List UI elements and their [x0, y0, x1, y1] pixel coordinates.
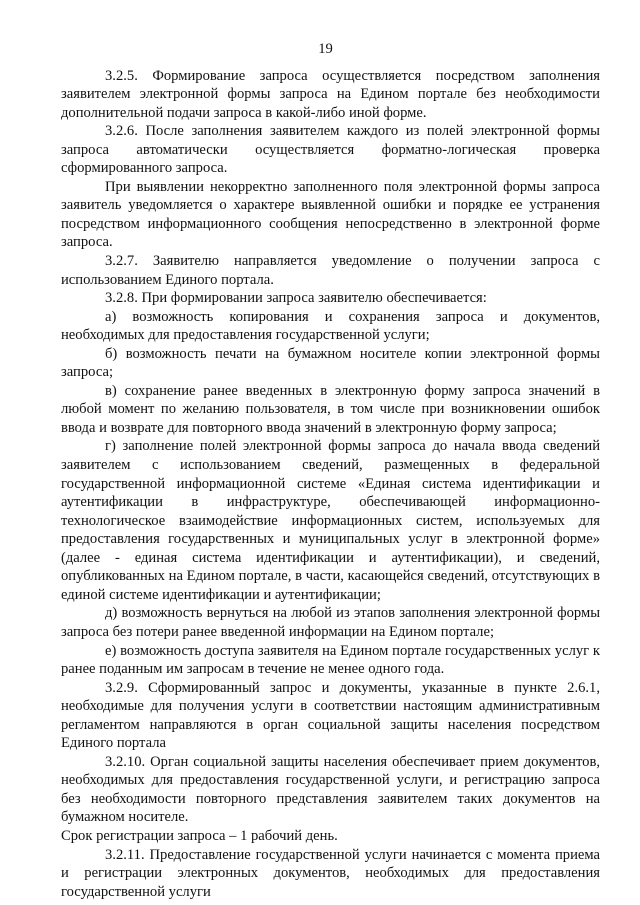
- paragraph: 3.2.10. Орган социальной защиты населения обеспечивает прием документов, необходимых для предоставления государственной услуги, и регистрацию запроса без необходимости повторного представления заявителем таких документов на бумажном носителе.: [61, 753, 600, 826]
- paragraph: 3.2.8. При формировании запроса заявителю обеспечивается:: [105, 290, 487, 307]
- paragraph: б) возможность печати на бумажном носителе копии электронной формы запроса;: [61, 345, 600, 381]
- paragraph: При выявлении некорректно заполненного поля электронной формы запроса заявитель уведомляется о характере выявленной ошибки и порядке ее устранения посредством информационного сообщения непосредственно в электронной форме запроса.: [61, 178, 600, 251]
- document-body: [61, 67, 600, 902]
- paragraph: Срок регистрации запроса – 1 рабочий день.: [61, 827, 338, 844]
- paragraph: 3.2.11. Предоставление государственной услуги начинается с момента приема и регистрации электронных документов, необходимых для предоставления государственной услуги: [61, 846, 600, 900]
- paragraph: 3.2.9. Сформированный запрос и документы, указанные в пункте 2.6.1, необходимые для получения услуги в соответствии настоящим административным регламентом направляются в орган социальной защиты населения посредством Единого портала: [61, 679, 600, 752]
- paragraph: е) возможность доступа заявителя на Едином портале государственных услуг к ранее поданным им запросам в течение не менее одного года.: [61, 642, 600, 678]
- paragraph: в) сохранение ранее введенных в электронную форму запроса значений в любой момент по желанию пользователя, в том числе при возникновении ошибок ввода и возврате для повторного ввода значений в электронную форму запроса;: [61, 382, 600, 436]
- paragraph: 3.2.7. Заявителю направляется уведомление о получении запроса с использованием Единого портала.: [61, 253, 600, 288]
- paragraph: 3.2.5. Формирование запроса осуществляется посредством заполнения заявителем электронной формы запроса на Едином портале без необходимости дополнительной подачи запроса в какой-либо иной форме.: [61, 67, 600, 121]
- paragraph: а) возможность копирования и сохранения запроса и документов, необходимых для предоставления государственной услуги;: [61, 308, 600, 344]
- paragraph: д) возможность вернуться на любой из этапов заполнения электронной формы запроса без потери ранее введенной информации на Едином портале;: [61, 605, 600, 640]
- paragraph: 3.2.6. После заполнения заявителем каждого из полей электронной формы запроса автоматически осуществляется форматно-логическая проверка сформированного запроса.: [61, 123, 600, 177]
- page-number: 19: [318, 41, 333, 57]
- paragraph: г) заполнение полей электронной формы запроса до начала ввода сведений заявителем с использованием сведений, размещенных в федеральной государственной информационной системе «Единая система идентификации и аутентификации в инфраструктуре, обеспечивающей информационно-технологическое взаимодействие информационных систем, используемых для предоставления государственных и муниципальных услуг в электронной форме» (далее - единая система идентификации и аутентификации), и сведений, опубликованных на Едином портале, в части, касающейся сведений, отсутствующих в единой системе идентификации и аутентификации;: [61, 438, 600, 603]
